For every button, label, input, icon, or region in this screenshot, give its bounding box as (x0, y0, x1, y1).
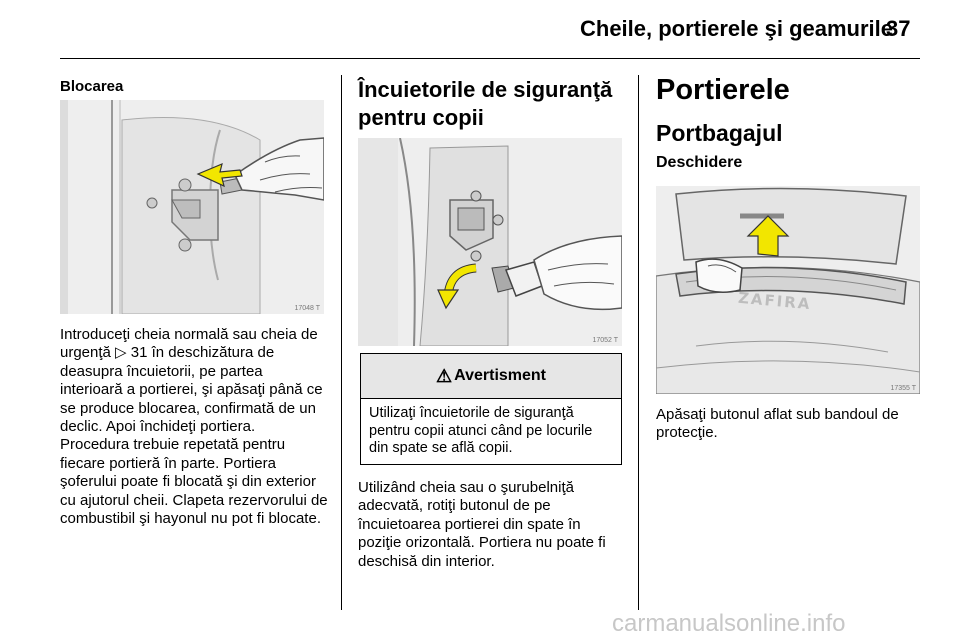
warning-box (360, 353, 622, 465)
column-divider-left (341, 75, 342, 610)
warning-header (361, 354, 621, 399)
column-divider-right (638, 75, 639, 610)
section-heading-blocarea: Blocarea (60, 78, 124, 95)
section-heading-portbagajul: Portbagajul (656, 120, 783, 146)
tailgate-figure (656, 186, 920, 394)
tailgate-illustration (656, 186, 920, 394)
blocarea-paragraph: Introduceţi cheia normală sau cheia de urgenţă ▷ 31 în deschizătura de deasupra încuietorii, pe partea interioară a portierei, şi apăsaţi până ce se produce blocarea, confirmată de un declic. Apoi închideţi portiera. Procedura trebuie repetată pentru fiecare portieră în parte. Portiera şoferului poate fi blocată şi din exterior cu ajutorul cheii. Clapeta rezervorului de combustibil şi hayonul nu pot fi blocate. (60, 326, 328, 528)
warning-text: Utilizaţi încuietorile de siguranţă pentru copii atunci când pe locurile din spate se află copii. (369, 405, 593, 456)
figure-code: 17355 T (890, 385, 916, 392)
section-heading-portierele: Portierele (656, 74, 790, 106)
watermark: carmanualsonline.info (612, 610, 846, 637)
deschidere-paragraph: Apăsaţi butonul aflat sub bandoul de protecţie. (656, 406, 899, 442)
figure-code: 17052 T (592, 337, 618, 344)
child-lock-illustration (358, 138, 622, 346)
door-lock-figure (60, 100, 324, 314)
section-heading-deschidere: Deschidere (656, 154, 743, 171)
page-number: 37 (886, 16, 911, 41)
door-lock-illustration (60, 100, 324, 314)
section-heading-child-locks: Încuietorile de siguranţă pentru copii (358, 77, 613, 130)
child-lock-figure (358, 138, 622, 346)
warning-triangle-icon: ⚠ (435, 365, 453, 386)
header-divider (60, 58, 920, 59)
figure-code: 17048 T (294, 305, 320, 312)
child-lock-paragraph: Utilizând cheia sau o şurubelniţă adecvată, rotiţi butonul de pe încuietoarea portierei din spate în poziţie orizontală. Portiera nu poate fi deschisă din interior. (358, 479, 606, 570)
warning-title: Avertisment (454, 367, 547, 384)
zafira-badge: ZAFIRA (737, 288, 813, 314)
page-header-title: Cheile, portierele şi geamurile (580, 16, 894, 41)
